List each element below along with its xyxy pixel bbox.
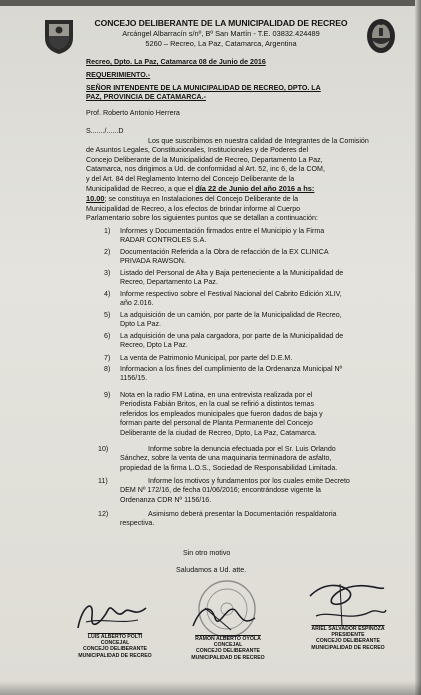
list-item	[120, 391, 378, 438]
item-line: año 2.016.	[120, 299, 154, 308]
item-line: Informe respectivo sobre el Festival Nacional del Cabrito Edición XLIV,	[120, 290, 342, 298]
list-item	[120, 269, 378, 288]
list-item	[120, 248, 378, 267]
salutation: S......./......D	[86, 127, 124, 135]
signature-polti-icon	[72, 592, 152, 638]
item-line: propiedad de la firma L.O.S., Sociedad de Responsabilidad Limitada.	[120, 463, 338, 472]
item-line: forman parte del personal de Planta Permanente del Concejo	[120, 419, 313, 428]
item-number: 3)	[104, 269, 111, 277]
recipient-line-1: SEÑOR INTENDENTE DE LA MUNICIPALIDAD DE RECREO, DPTO. LA	[86, 84, 321, 92]
signatory-role: CONCEJAL	[213, 642, 243, 649]
intro-text: Municipalidad de Recreo, a que el	[86, 185, 196, 194]
signature-espinoza-icon	[300, 576, 390, 632]
item-line: Informes y Documentación firmados entre el Municipio y la Firma	[120, 227, 325, 235]
signatory-name: LUIS ALBERTO POLTI	[87, 634, 143, 640]
recipient-line-2: PAZ, PROVINCIA DE CATAMARCA.-	[86, 93, 206, 101]
list-item	[120, 227, 378, 246]
signatory-body: CONCEJO DELIBERANTE	[316, 638, 380, 645]
signatory-2	[182, 636, 274, 661]
meeting-date-highlight: día 22 de Junio del año 2016 a hs:	[195, 184, 315, 194]
intro-text: ; se constituya en Instalaciones del Concejo Deliberante de la	[104, 195, 299, 204]
signatory-3	[300, 626, 396, 651]
item-line: Nota en la radio FM Latina, en una entrevista realizada por el	[120, 391, 313, 399]
recipient-name: Prof. Roberto Antonio Herrera	[86, 109, 180, 117]
intro-line	[86, 194, 380, 204]
signatory-name: RAMON ALBERTO OYOLA	[195, 636, 261, 642]
item-line: La adquisición de un camión, por parte de la Municipalidad de Recreo,	[120, 311, 342, 319]
page-bottom-shadow	[0, 681, 421, 695]
signatory-body: CONCEJO DELIBERANTE	[196, 648, 260, 655]
meeting-time-highlight: 10.00	[86, 194, 105, 204]
signatory-body: MUNICIPALIDAD DE RECREO	[191, 654, 265, 661]
list-item	[120, 365, 378, 384]
item-line: DEM Nº 172/16, de fecha 01/06/2016; encontrándose vigente la	[120, 486, 321, 495]
institution-title: CONCEJO DELIBERANTE DE LA MUNICIPALIDAD DE RECREO	[94, 18, 348, 28]
item-line: Sánchez, sobre la venta de una maquinaria terminadora de asfalto,	[120, 454, 332, 463]
intro-line: Concejo Deliberante de la Municipalidad de Recreo, Departamento La Paz,	[86, 155, 323, 164]
signatory-body: MUNICIPALIDAD DE RECREO	[78, 652, 152, 659]
intro-line: Municipalidad de Recreo, a los efectos de brindar informe al Cuerpo	[86, 204, 301, 213]
intro-line	[86, 184, 380, 194]
signatory-1	[70, 634, 160, 659]
item-line: Recreo, Departamento La Paz.	[120, 278, 218, 287]
item-line: Listado del Personal de Alta y Baja perteneciente a la Municipalidad de	[120, 269, 344, 277]
item-line: Documentación Referida a la Obra de refacción de la EX CLINICA	[120, 248, 329, 256]
closing-line-2: Saludamos a Ud. atte.	[176, 566, 247, 574]
page-right-edge	[415, 0, 421, 695]
list-item	[120, 311, 378, 330]
right-coat-of-arms-icon	[364, 16, 398, 56]
list-item	[120, 510, 378, 529]
item-line: Recreo, Dpto La Paz.	[120, 341, 188, 350]
item-number: 5)	[104, 311, 111, 319]
closing-line-1: Sin otro motivo	[183, 549, 231, 557]
intro-line: Catamarca, nos dirigimos a Ud. de conformidad al Art. 52, inc 6, de la COM,	[86, 165, 325, 174]
item-number: 9)	[104, 391, 111, 399]
signatory-name: ARIEL SALVADOR ESPINOZA	[311, 626, 385, 632]
item-number: 8)	[104, 365, 111, 373]
institution-address: Arcángel Albarracín s/nº, Bº San Martín - T.E. 03832.424489	[122, 29, 320, 38]
list-item	[120, 332, 378, 351]
item-number: 4)	[104, 290, 111, 298]
item-line: Asimismo deberá presentar la Documentación respaldatoria	[148, 510, 337, 518]
item-line: Deliberante de la ciudad de Recreo, Dpto, La Paz, Catamarca.	[120, 428, 317, 437]
item-line: Periodista Fabián Britos, en la cual se refirió a distintos temas	[120, 400, 314, 409]
item-line: Informe los motivos y fundamentos por los cuales emite Decreto	[148, 477, 350, 485]
item-line: Informacion a los fines del cumplimiento de la Ordenanza Municipal Nº	[120, 365, 343, 373]
signatory-body: CONCEJO DELIBERANTE	[83, 646, 147, 653]
intro-line: y del Art. 84 del Reglamento Interno del Concejo Deliberante de la	[86, 174, 295, 183]
page-top-edge	[0, 0, 421, 6]
item-line: Ordenanza CDR Nº 1156/16.	[120, 495, 212, 504]
item-number: 2)	[104, 248, 111, 256]
list-item	[120, 354, 378, 363]
item-line: respectiva.	[120, 519, 155, 528]
item-line: La adquisición de una pala cargadora, por parte de la Municipalidad de	[120, 332, 344, 340]
item-number: 7)	[104, 354, 111, 362]
item-line: Informe sobre la denuncia efectuada por el Sr. Luis Orlando	[148, 445, 336, 453]
signatory-role: PRESIDENTE	[331, 632, 365, 639]
list-item	[120, 477, 378, 505]
institution-location: 5260 – Recreo, La Paz, Catamarca, Argentina	[145, 39, 297, 48]
intro-line: de Asuntos Legales, Constitucionales, Institucionales y de Poderes del	[86, 146, 309, 155]
item-number: 1)	[104, 227, 111, 235]
signature-oyola-icon	[185, 596, 265, 638]
date-line: Recreo, Dpto. La Paz, Catamarca 08 de Junio de 2016	[86, 58, 266, 66]
intro-line: Los que suscribimos en nuestra calidad de Integrantes de la Comisión	[148, 137, 369, 145]
item-number: 12)	[98, 510, 109, 518]
item-number: 6)	[104, 332, 111, 340]
list-item	[120, 445, 378, 473]
item-line: 1156/15.	[120, 374, 148, 383]
signatory-role: CONCEJAL	[100, 640, 130, 647]
item-line: referidos los empleados municipales que fueron dados de baja y	[120, 409, 323, 418]
item-number: 10)	[98, 445, 109, 453]
intro-line: Parlamentario sobre los siguientes puntos que se detallan a continuación:	[86, 214, 318, 223]
item-line: Dpto La Paz.	[120, 320, 162, 329]
list-item	[120, 290, 378, 309]
left-coat-of-arms-icon	[42, 16, 76, 56]
item-line: PRIVADA RAWSON.	[120, 257, 186, 266]
item-line: La venta de Patrimonio Municipal, por parte del D.E.M.	[120, 354, 293, 362]
item-number: 11)	[98, 477, 108, 485]
intro-paragraph	[86, 137, 380, 224]
signatory-body: MUNICIPALIDAD DE RECREO	[311, 644, 385, 651]
subject-heading: REQUERIMIENTO.-	[86, 71, 151, 79]
item-line: RADAR CONTROLES S.A.	[120, 236, 207, 245]
